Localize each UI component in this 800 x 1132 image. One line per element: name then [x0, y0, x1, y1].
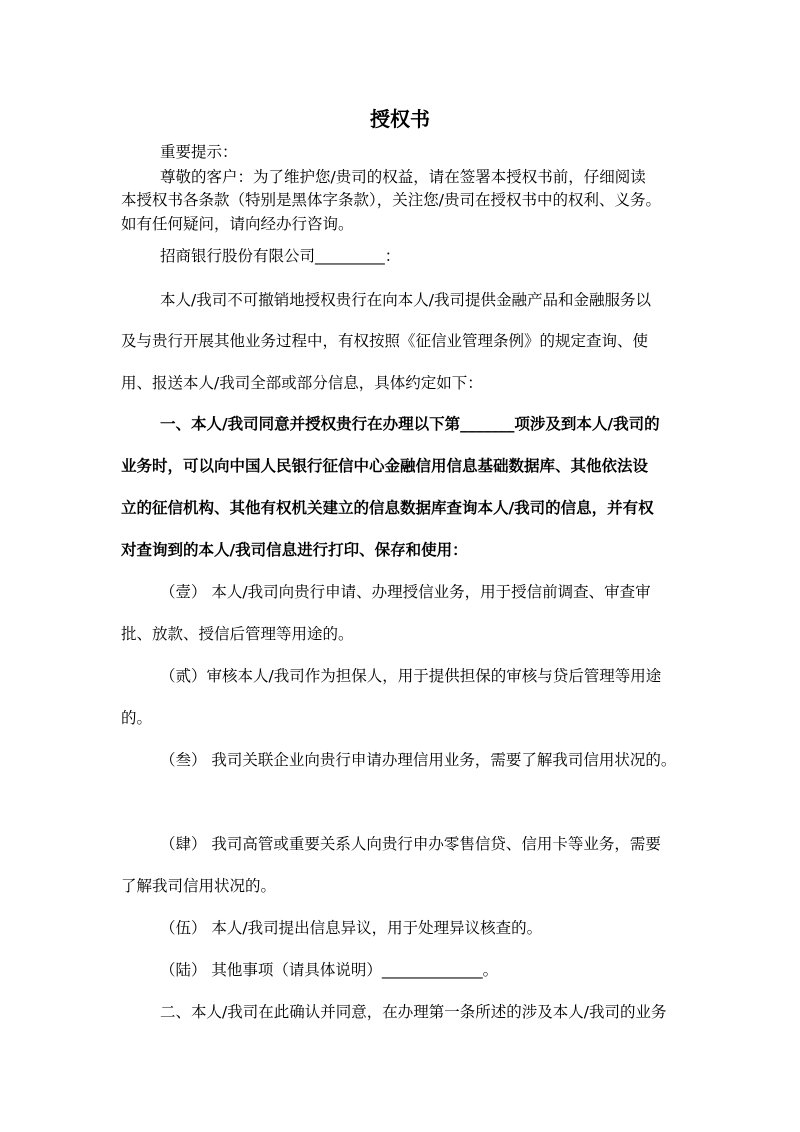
item-6-line: （陆） 其他事项（请具体说明）_____________。: [160, 961, 499, 979]
clause2-line: 二、本人/我司在此确认并同意，在办理第一条所述的涉及本人/我司的业务: [160, 1003, 667, 1021]
clause1-line: 立的征信机构、其他有权机关建立的信息数据库查询本人/我司的信息，并有权: [121, 499, 654, 517]
notice-line: 本授权书各条款（特别是黑体字条款），关注您/贵司在授权书中的权利、义务。: [121, 191, 661, 209]
item-4-line: （肆） 我司高管或重要关系人向贵行申办零售信贷、信用卡等业务，需要: [160, 835, 661, 853]
item-5-line: （伍） 本人/我司提出信息异议，用于处理异议核查的。: [160, 919, 543, 937]
notice-heading: 重要提示：: [160, 143, 238, 161]
item-2-line: （贰）审核本人/我司作为担保人，用于提供担保的审核与贷后管理等用途: [160, 667, 662, 685]
intro-line: 用、报送本人/我司全部或部分信息，具体约定如下：: [121, 374, 483, 392]
clause1-line: 一、本人/我司同意并授权贵行在办理以下第_______项涉及到本人/我司的: [160, 415, 660, 433]
item-2-line: 的。: [121, 709, 153, 727]
addressee: 招商银行股份有限公司_________：: [160, 247, 401, 265]
document-title: 授权书: [370, 107, 430, 131]
intro-line: 本人/我司不可撤销地授权贵行在向本人/我司提供金融产品和金融服务以: [160, 291, 651, 309]
clause1-line: 对查询到的本人/我司信息进行打印、保存和使用：: [121, 541, 468, 559]
intro-line: 及与贵行开展其他业务过程中，有权按照《征信业管理条例》的规定查询、使: [121, 332, 649, 350]
item-3-line: （叁） 我司关联企业向贵行申请办理信用业务，需要了解我司信用状况的。: [160, 751, 677, 769]
item-4-line: 了解我司信用状况的。: [121, 877, 277, 895]
item-1-line: （壹） 本人/我司向贵行申请、办理授信业务，用于授信前调查、审查审: [160, 583, 651, 601]
item-1-line: 批、放款、授信后管理等用途的。: [121, 625, 354, 643]
notice-line: 如有任何疑问，请向经办行咨询。: [121, 215, 354, 233]
notice-line: 尊敬的客户：为了维护您/贵司的权益，请在签署本授权书前，仔细阅读: [160, 168, 646, 186]
clause1-line: 业务时，可以向中国人民银行征信中心金融信用信息基础数据库、其他依法设: [121, 457, 649, 475]
